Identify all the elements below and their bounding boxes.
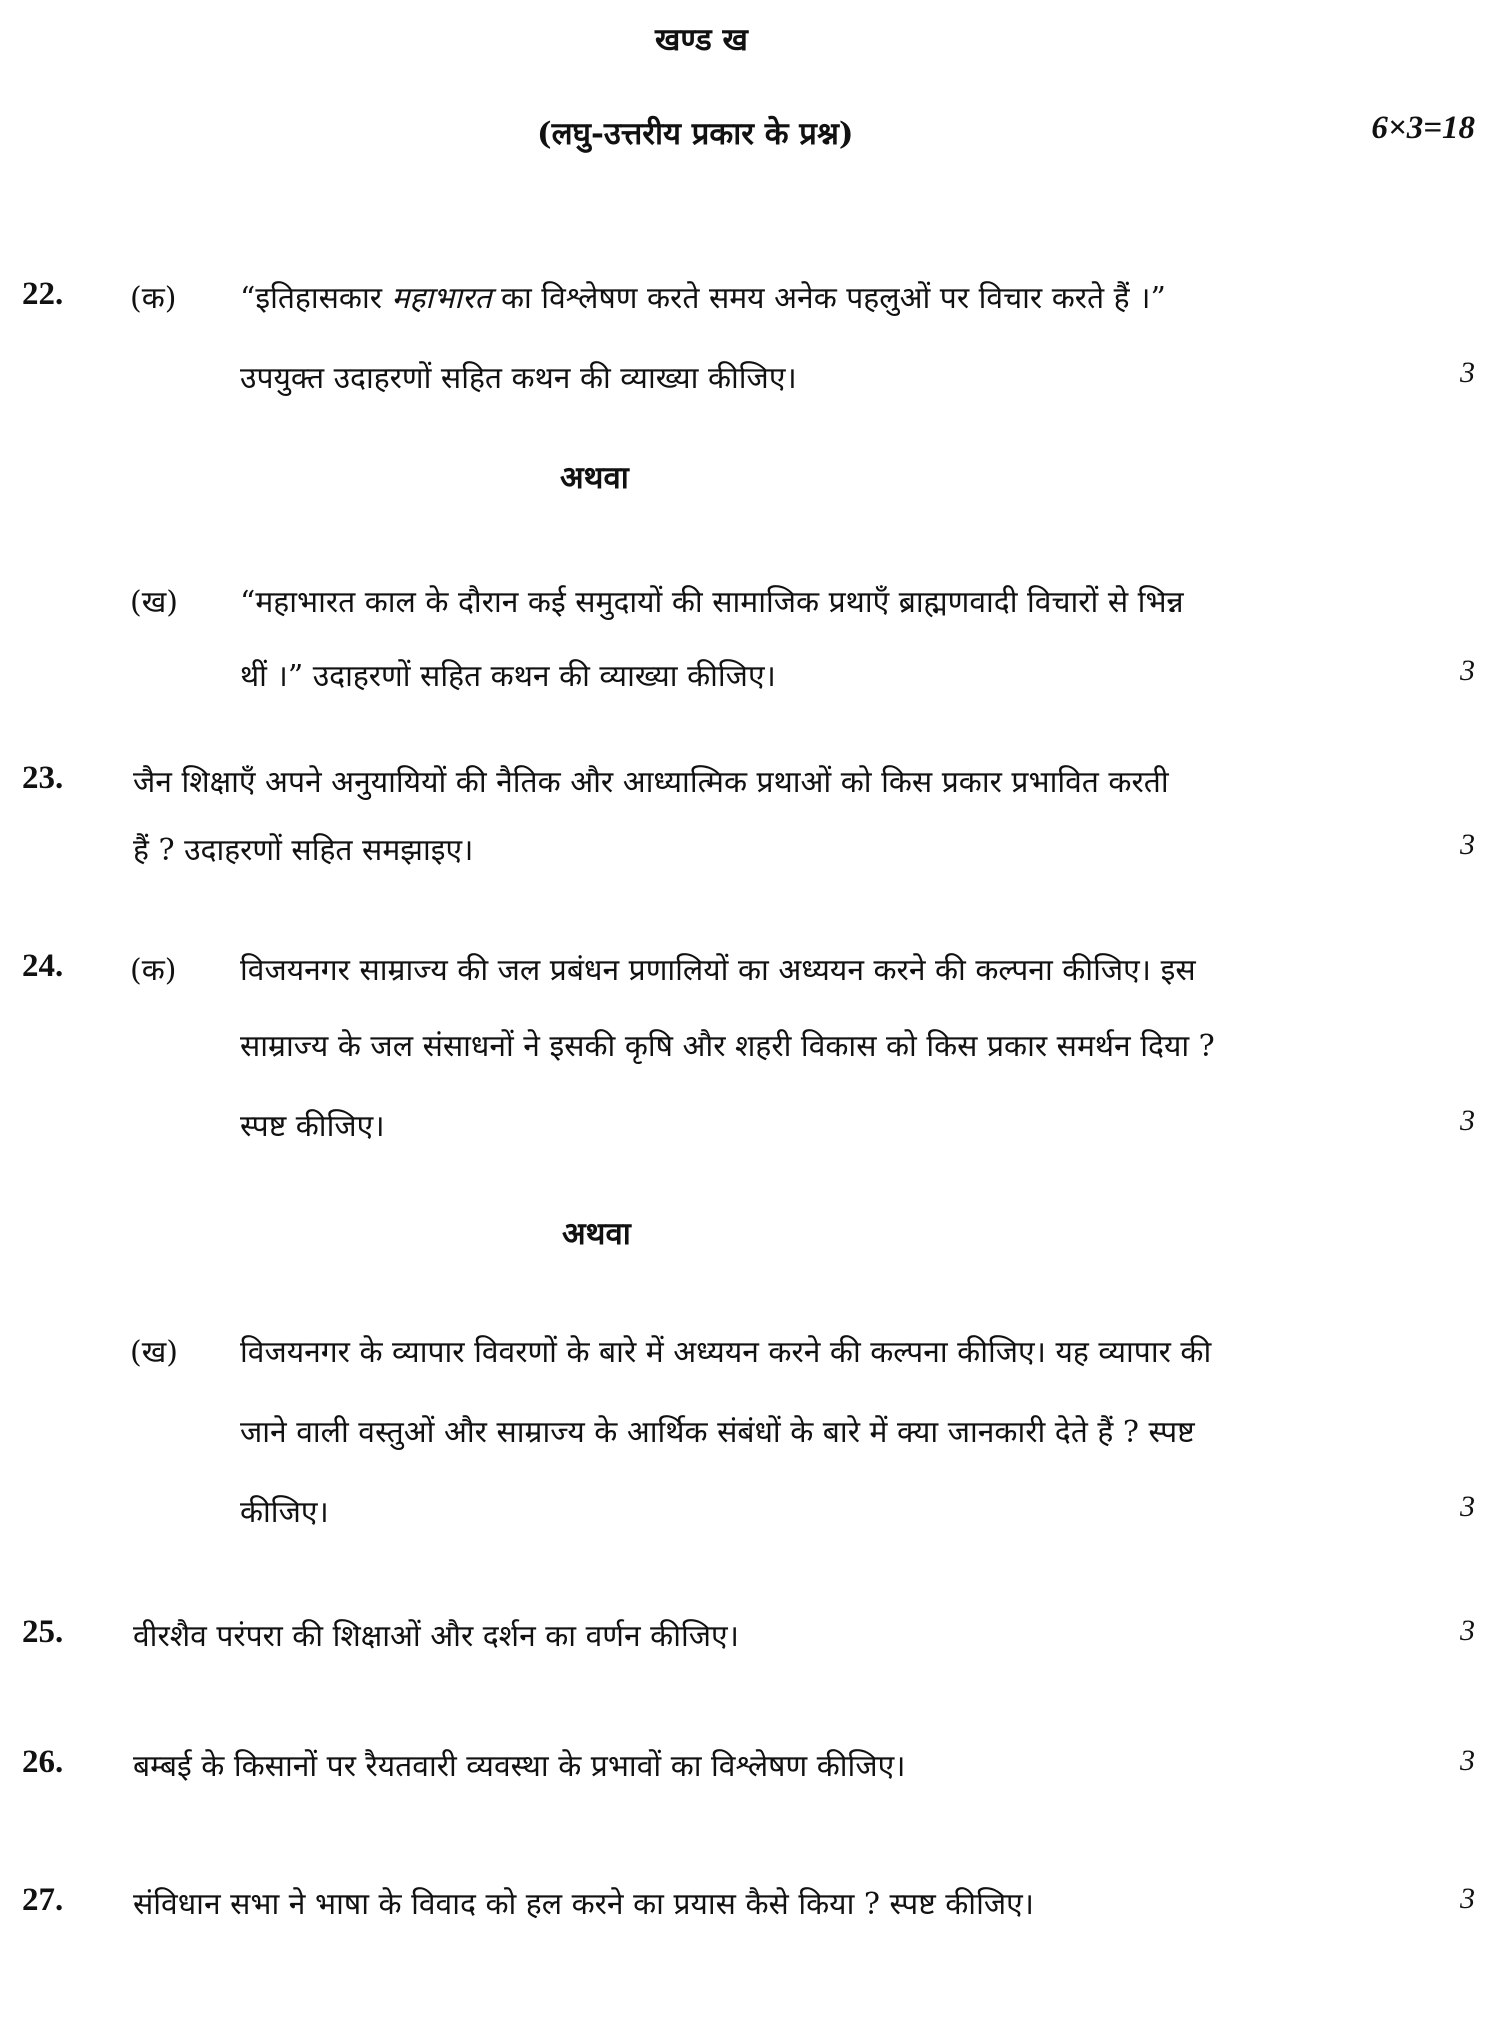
- marks: 3: [1460, 828, 1475, 861]
- question-line: साम्राज्य के जल संसाधनों ने इसकी कृषि और शहरी विकास को किस प्रकार समर्थन दिया ?: [240, 1029, 1215, 1064]
- question-number: 22.: [22, 276, 64, 312]
- question-number: 25.: [22, 1614, 64, 1650]
- question-line: उपयुक्त उदाहरणों सहित कथन की व्याख्या कीजिए।: [240, 361, 797, 396]
- marks: 3: [1460, 654, 1475, 687]
- or-divider: अथवा: [562, 1216, 631, 1252]
- quote-fragment: “इतिहासकार: [240, 281, 392, 316]
- section-subtitle: (लघु-उत्तरीय प्रकार के प्रश्न): [537, 116, 854, 152]
- question-line: स्पष्ट कीजिए।: [240, 1109, 385, 1144]
- question-number: 23.: [22, 760, 64, 796]
- part-label: (क): [130, 281, 177, 316]
- part-label: (ख): [130, 1335, 178, 1370]
- section-title: खण्ड ख: [655, 22, 748, 58]
- marks: 3: [1460, 1614, 1475, 1647]
- question-number: 26.: [22, 1744, 64, 1780]
- question-line: वीरशैव परंपरा की शिक्षाओं और दर्शन का वर्णन कीजिए।: [133, 1619, 739, 1654]
- question-line: जाने वाली वस्तुओं और साम्राज्य के आर्थिक संबंधों के बारे में क्या जानकारी देते हैं ? स्पष्ट: [240, 1415, 1195, 1450]
- marks: 3: [1460, 1744, 1475, 1777]
- marks: 3: [1460, 1490, 1475, 1523]
- or-divider: अथवा: [560, 460, 629, 496]
- quote-fragment: का विश्लेषण करते समय अनेक पहलुओं पर विचार करते हैं ।”: [491, 281, 1166, 316]
- question-line: [240, 276, 1400, 317]
- part-label: (ख): [130, 585, 178, 620]
- question-line: थीं ।” उदाहरणों सहित कथन की व्याख्या कीजिए।: [240, 659, 776, 694]
- marks: 3: [1460, 356, 1475, 389]
- part-label: (क): [130, 953, 177, 988]
- question-number: 27.: [22, 1882, 64, 1918]
- question-line: बम्बई के किसानों पर रैयतवारी व्यवस्था के प्रभावों का विश्लेषण कीजिए।: [133, 1749, 906, 1784]
- question-number: 24.: [22, 948, 64, 984]
- question-line: कीजिए।: [240, 1495, 329, 1530]
- marks: 3: [1460, 1882, 1475, 1915]
- question-line: संविधान सभा ने भाषा के विवाद को हल करने का प्रयास कैसे किया ? स्पष्ट कीजिए।: [133, 1887, 1035, 1922]
- question-line: विजयनगर के व्यापार विवरणों के बारे में अध्ययन करने की कल्पना कीजिए। यह व्यापार की: [240, 1335, 1212, 1370]
- question-line: “महाभारत काल के दौरान कई समुदायों की सामाजिक प्रथाएँ ब्राह्मणवादी विचारों से भिन्न: [240, 585, 1184, 620]
- section-marks-total: 6×3=18: [1371, 110, 1475, 146]
- question-line: जैन शिक्षाएँ अपने अनुयायियों की नैतिक और आध्यात्मिक प्रथाओं को किस प्रकार प्रभावित करती: [133, 765, 1169, 800]
- italic-term: महाभारत: [391, 281, 492, 316]
- question-line: हैं ? उदाहरणों सहित समझाइए।: [133, 833, 474, 868]
- question-line: विजयनगर साम्राज्य की जल प्रबंधन प्रणालियों का अध्ययन करने की कल्पना कीजिए। इस: [240, 953, 1196, 988]
- marks: 3: [1460, 1104, 1475, 1137]
